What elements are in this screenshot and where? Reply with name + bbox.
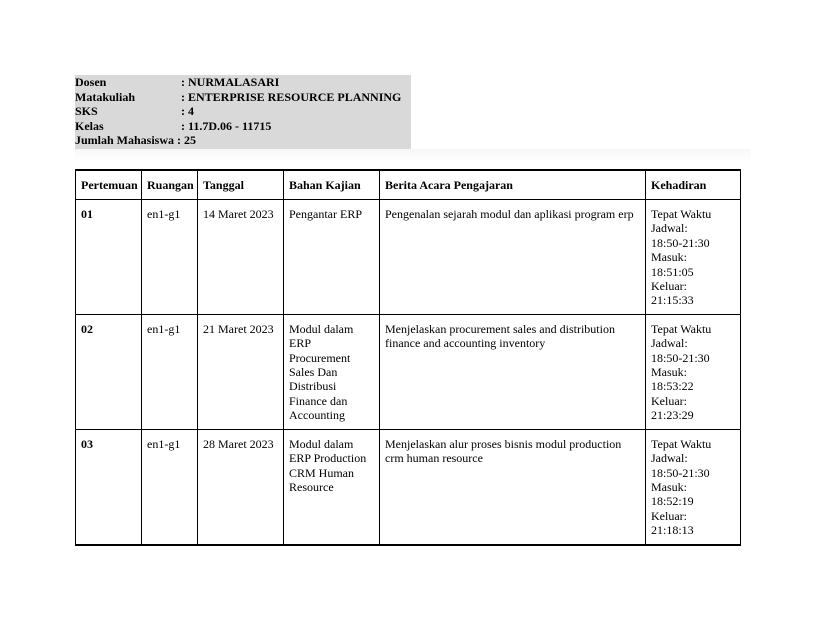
attendance-out-label: Keluar: [651,508,687,523]
attendance-out-label: Keluar: [651,393,687,408]
header-attendance: Kehadiran [646,170,741,200]
cell-attendance [646,429,741,544]
attendance-schedule: 18:50-21:30 [651,350,710,365]
cell-date: 14 Maret 2023 [198,200,284,315]
cell-room: en1-g1 [142,200,198,315]
info-row-lecturer [75,75,411,90]
cell-material: Pengantar ERP [284,200,380,315]
info-label: Kelas [75,118,104,133]
cell-report: Menjelaskan alur proses bisnis modul production crm human resource [380,429,646,544]
attendance-status: Tepat Waktu [651,321,712,336]
header-shade-divider [75,149,751,163]
attendance-schedule-label: Jadwal: [651,451,688,466]
attendance-schedule-label: Jadwal: [651,221,688,236]
header-room: Ruangan [142,170,198,200]
attendance-out-label: Keluar: [651,279,687,294]
attendance-schedule: 18:50-21:30 [651,465,710,480]
info-label: Jumlah Mahasiswa [75,133,175,147]
info-value: : 11.7D.06 - 11715 [181,118,272,133]
attendance-schedule: 18:50-21:30 [651,235,710,250]
info-label: Dosen [75,75,107,89]
course-info-block [75,75,411,149]
attendance-in-label: Masuk: [651,479,687,494]
attendance-out: 21:18:13 [651,523,694,538]
info-row-student-count [75,133,411,148]
attendance-in-label: Masuk: [651,250,687,265]
table-header-row [76,170,741,200]
cell-report: Menjelaskan procurement sales and distribution finance and accounting inventory [380,314,646,429]
attendance-status: Tepat Waktu [651,207,712,221]
header-meeting: Pertemuan [76,170,142,200]
header-date: Tanggal [198,170,284,200]
table-row [76,314,741,429]
info-label: SKS [75,104,98,118]
info-value: : ENTERPRISE RESOURCE PLANNING [181,89,402,104]
header-report: Berita Acara Pengajaran [380,170,646,200]
attendance-out: 21:15:33 [651,293,694,308]
cell-room: en1-g1 [142,314,198,429]
info-value: : 25 [177,133,197,147]
cell-room: en1-g1 [142,429,198,544]
cell-date: 21 Maret 2023 [198,314,284,429]
attendance-out: 21:23:29 [651,408,694,423]
cell-meeting: 01 [76,200,142,315]
info-row-credits [75,104,411,119]
cell-meeting: 03 [76,429,142,544]
header-material: Bahan Kajian [284,170,380,200]
cell-material: Modul dalam ERP Procurement Sales Dan Distribusi Finance dan Accounting [284,314,380,429]
info-value: : NURMALASARI [181,75,280,89]
attendance-in-label: Masuk: [651,365,687,380]
attendance-in: 18:52:19 [651,494,694,509]
attendance-schedule-label: Jadwal: [651,336,688,351]
table-row [76,429,741,544]
cell-attendance [646,314,741,429]
info-value: : 4 [181,104,194,118]
cell-report: Pengenalan sejarah modul dan aplikasi program erp [380,200,646,315]
attendance-status: Tepat Waktu [651,436,712,451]
table-row [76,200,741,315]
cell-attendance [646,200,741,315]
teaching-schedule-table [75,169,741,546]
attendance-in: 18:53:22 [651,379,694,394]
cell-date: 28 Maret 2023 [198,429,284,544]
info-label: Matakuliah [75,89,136,104]
attendance-in: 18:51:05 [651,264,694,279]
cell-meeting: 02 [76,314,142,429]
cell-material: Modul dalam ERP Production CRM Human Resource [284,429,380,544]
info-row-course [75,90,411,105]
info-row-class [75,119,411,134]
